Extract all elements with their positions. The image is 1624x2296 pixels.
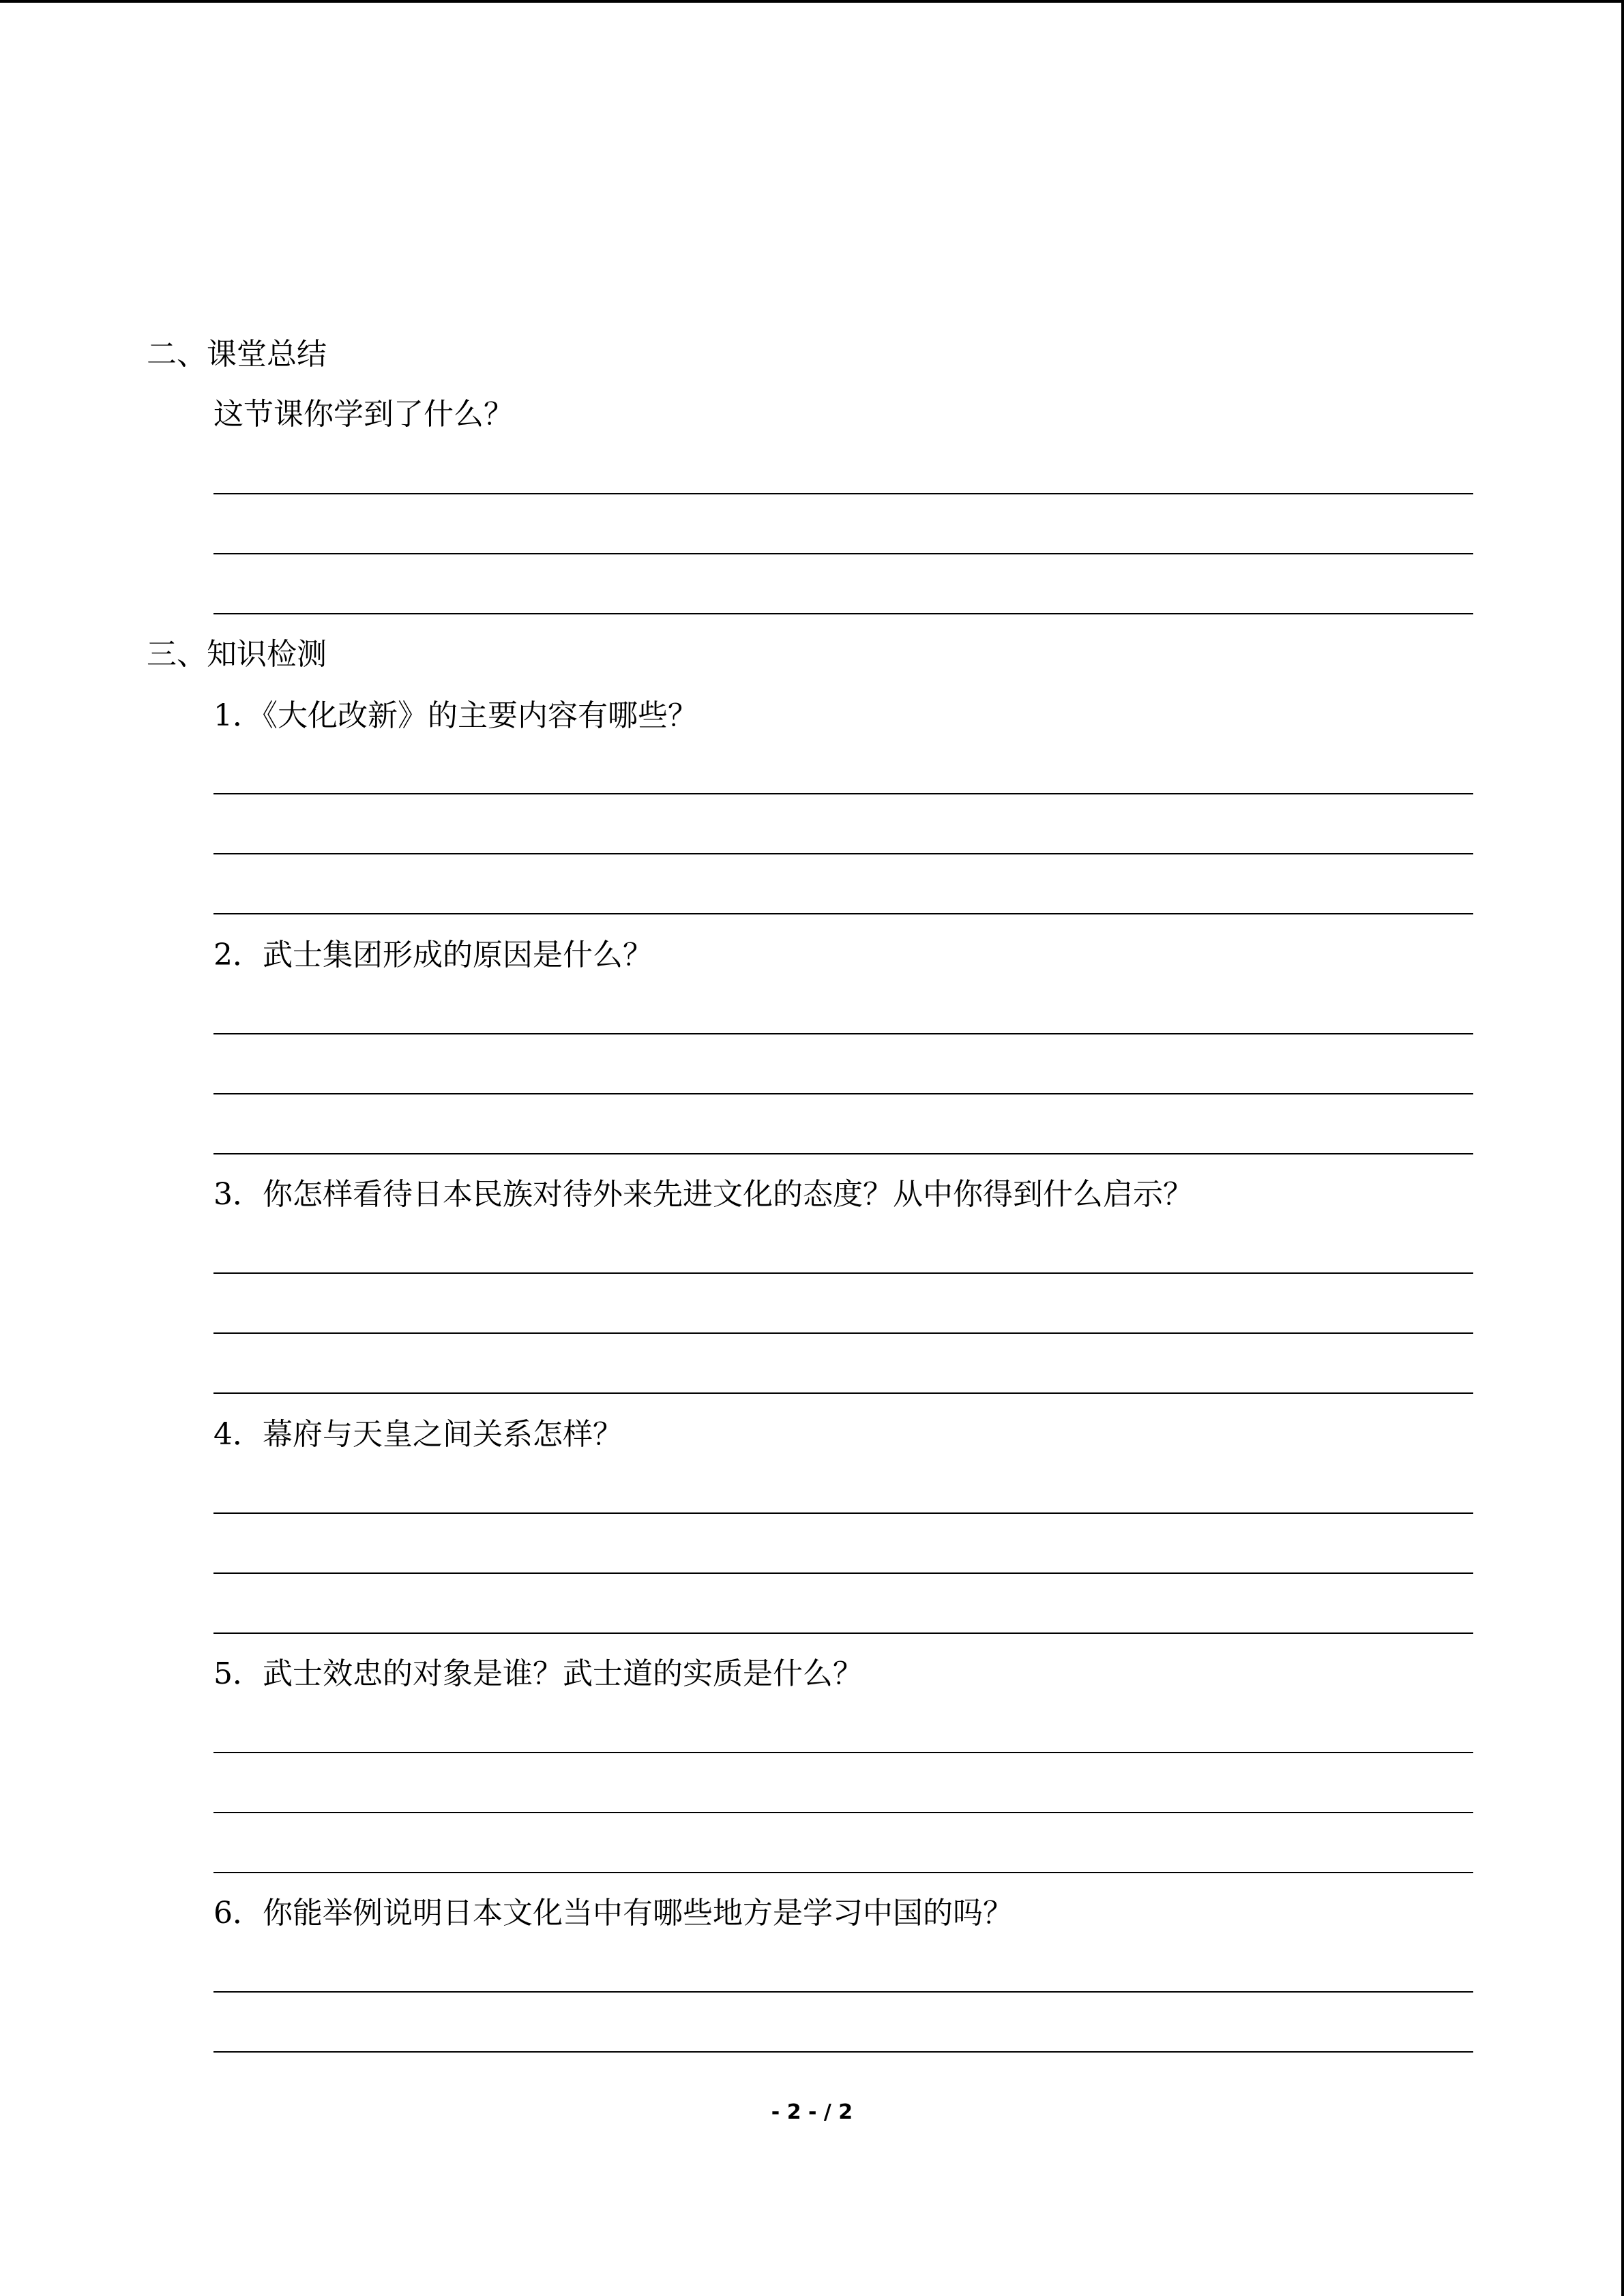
question-2-answer-line-3[interactable] xyxy=(213,1153,1473,1154)
question-3-answer-line-2[interactable] xyxy=(213,1332,1473,1334)
question-text: 武士效忠的对象是谁？武士道的实质是什么？ xyxy=(263,1656,863,1691)
question-number: 6． xyxy=(213,1896,263,1930)
question-text: 武士集团形成的原因是什么？ xyxy=(263,938,653,972)
question-1-answer-line-2[interactable] xyxy=(213,853,1473,854)
question-2-answer-line-2[interactable] xyxy=(213,1093,1473,1094)
question-5-answer-line-1[interactable] xyxy=(213,1752,1473,1753)
question-text: 你怎样看待日本民族对待外来先进文化的态度？从中你得到什么启示？ xyxy=(263,1177,1193,1212)
question-6 xyxy=(213,1894,1013,1933)
question-4-answer-line-2[interactable] xyxy=(213,1572,1473,1574)
summary-answer-line-3[interactable] xyxy=(213,613,1473,614)
question-6-answer-line-1[interactable] xyxy=(213,1991,1473,1993)
question-4 xyxy=(213,1416,623,1454)
question-3-answer-line-1[interactable] xyxy=(213,1272,1473,1274)
question-text: 幕府与天皇之间关系怎样？ xyxy=(263,1417,623,1452)
question-6-answer-line-2[interactable] xyxy=(213,2051,1473,2053)
page-number: - 2 - / 2 xyxy=(771,2100,853,2124)
question-1-answer-line-1[interactable] xyxy=(213,793,1473,794)
question-text: 《大化改新》的主要内容有哪些？ xyxy=(263,698,698,733)
question-number: 1． xyxy=(213,698,263,733)
question-number: 3． xyxy=(213,1177,263,1212)
question-4-answer-line-1[interactable] xyxy=(213,1512,1473,1514)
question-1-answer-line-3[interactable] xyxy=(213,913,1473,914)
right-border xyxy=(1621,0,1624,2296)
question-5-answer-line-3[interactable] xyxy=(213,1872,1473,1873)
question-2 xyxy=(213,936,653,974)
question-number: 4． xyxy=(213,1417,263,1452)
question-1 xyxy=(213,697,698,735)
top-border xyxy=(0,0,1624,3)
question-3-answer-line-3[interactable] xyxy=(213,1392,1473,1394)
question-4-answer-line-3[interactable] xyxy=(213,1632,1473,1634)
question-3 xyxy=(213,1176,1193,1214)
question-5 xyxy=(213,1655,863,1693)
question-number: 5． xyxy=(213,1656,263,1691)
summary-answer-line-1[interactable] xyxy=(213,493,1473,494)
summary-prompt: 这节课你学到了什么？ xyxy=(213,397,514,432)
question-number: 2． xyxy=(213,938,263,972)
question-5-answer-line-2[interactable] xyxy=(213,1812,1473,1813)
question-2-answer-line-1[interactable] xyxy=(213,1033,1473,1034)
summary-answer-line-2[interactable] xyxy=(213,553,1473,554)
question-text: 你能举例说明日本文化当中有哪些地方是学习中国的吗？ xyxy=(263,1896,1013,1930)
section-check-heading: 三、知识检测 xyxy=(147,637,327,672)
section-summary-heading: 二、课堂总结 xyxy=(147,337,327,372)
